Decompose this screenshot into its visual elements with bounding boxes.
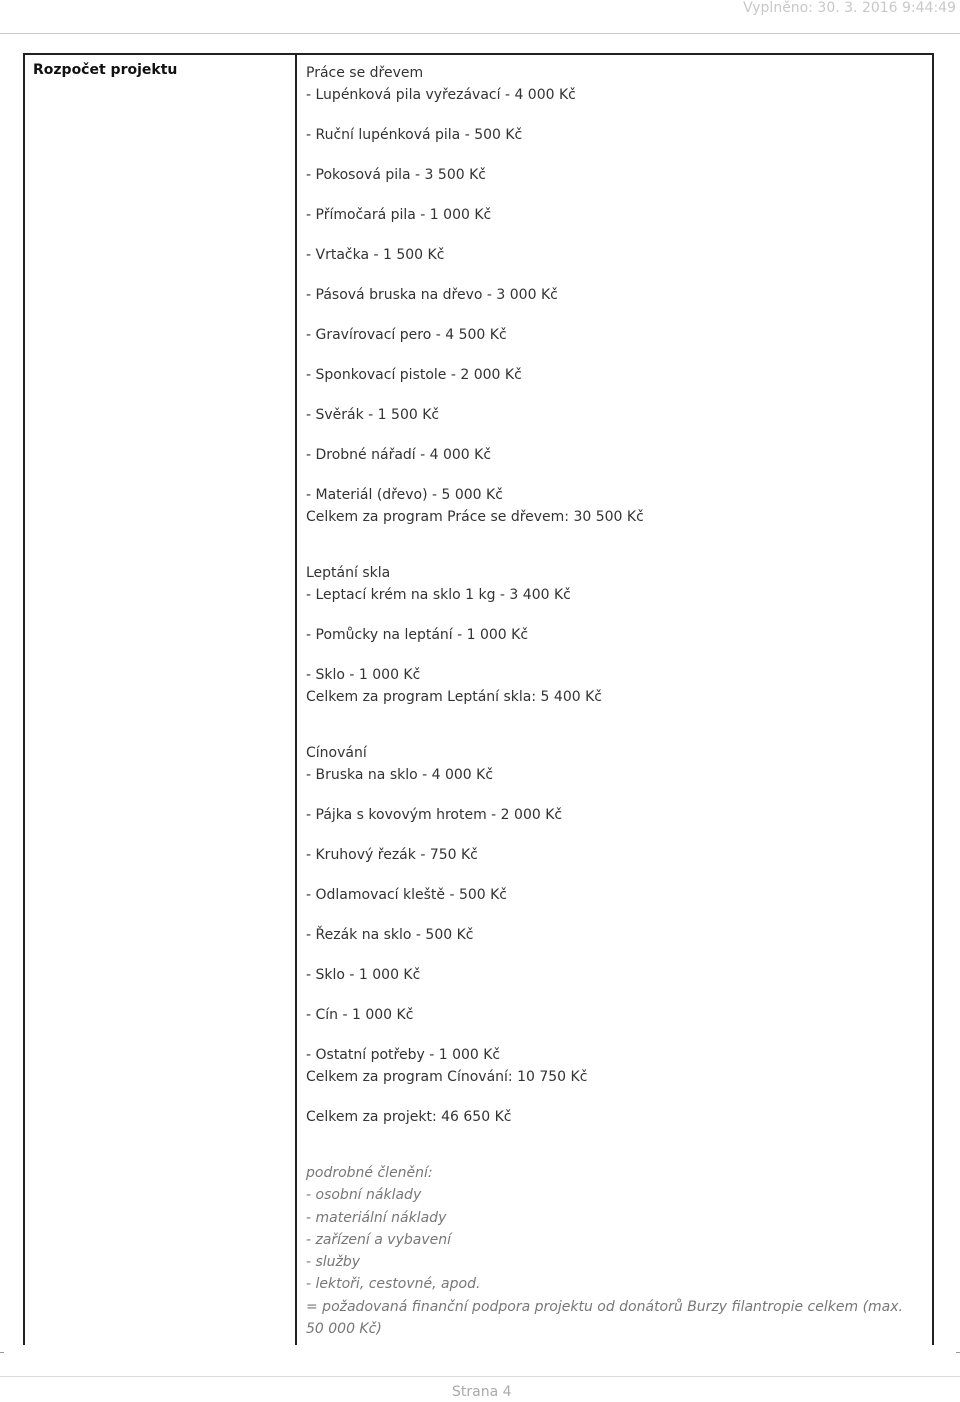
list-item: - Pájka s kovovým hrotem - 2 000 Kč (306, 807, 563, 823)
list-item: - Materiál (dřevo) - 5 000 Kč (306, 487, 503, 503)
table-column-divider (295, 53, 297, 1345)
section-spacer (306, 708, 921, 742)
list-item: - Odlamovací kleště - 500 Kč (306, 887, 507, 903)
hint-line: podrobné členění: (306, 1165, 433, 1181)
breakdown-hint (306, 1162, 921, 1340)
hint-line: - osobní náklady (306, 1187, 422, 1204)
section-wood (306, 62, 921, 528)
project-grand-total: Celkem za projekt: 46 650 Kč (306, 1109, 512, 1125)
hint-line: - služby (306, 1254, 361, 1271)
section-total: Celkem za program Leptání skla: 5 400 Kč (306, 689, 602, 705)
section-spacer (306, 1088, 921, 1106)
list-item: - Pomůcky na leptání - 1 000 Kč (306, 627, 529, 643)
hint-line: - materiální náklady (306, 1209, 447, 1226)
page-edge-mark (0, 1352, 4, 1353)
list-item: - Ostatní potřeby - 1 000 Kč (306, 1047, 501, 1063)
list-item: - Leptací krém na sklo 1 kg - 3 400 Kč (306, 587, 571, 603)
list-item: - Pásová bruska na dřevo - 3 000 Kč (306, 287, 558, 303)
list-item: - Vrtačka - 1 500 Kč (306, 247, 445, 263)
list-item: - Kruhový řezák - 750 Kč (306, 847, 478, 863)
section-glass-etching (306, 562, 921, 708)
list-item: - Bruska na sklo - 4 000 Kč (306, 767, 494, 783)
section-total: Celkem za program Cínování: 10 750 Kč (306, 1069, 588, 1085)
table-right-border (932, 53, 934, 1345)
hint-line: - lektoři, cestovné, apod. (306, 1276, 481, 1293)
list-item: - Pokosová pila - 3 500 Kč (306, 167, 486, 183)
footer-divider (0, 1376, 960, 1377)
list-item: - Sklo - 1 000 Kč (306, 667, 421, 683)
section-total: Celkem za program Práce se dřevem: 30 500 Kč (306, 509, 644, 525)
table-top-border (23, 53, 934, 55)
section-spacer (306, 528, 921, 562)
list-item: - Sklo - 1 000 Kč (306, 967, 421, 983)
section-title: Cínování (306, 745, 367, 761)
list-item: - Svěrák - 1 500 Kč (306, 407, 440, 423)
page-edge-mark (956, 1352, 960, 1353)
section-title: Leptání skla (306, 565, 391, 581)
hint-line: = požadovaná finanční podpora projektu od donátorů Burzy filantropie celkem (max. 50 000 Kč) (306, 1298, 903, 1338)
page-number: Strana 4 (452, 1384, 512, 1400)
list-item: - Cín - 1 000 Kč (306, 1007, 414, 1023)
list-item: - Drobné nářadí - 4 000 Kč (306, 447, 492, 463)
section-tinning (306, 742, 921, 1088)
budget-content (306, 62, 921, 1340)
budget-row-label: Rozpočet projektu (33, 62, 178, 78)
hint-line: - zařízení a vybavení (306, 1231, 451, 1248)
table-left-border (23, 53, 25, 1345)
list-item: - Lupénková pila vyřezávací - 4 000 Kč (306, 87, 576, 103)
list-item: - Sponkovací pistole - 2 000 Kč (306, 367, 522, 383)
list-item: - Gravírovací pero - 4 500 Kč (306, 327, 507, 343)
list-item: - Ruční lupénková pila - 500 Kč (306, 127, 523, 143)
header-divider (0, 33, 960, 34)
list-item: - Řezák na sklo - 500 Kč (306, 927, 474, 943)
section-title: Práce se dřevem (306, 65, 424, 81)
list-item: - Přímočará pila - 1 000 Kč (306, 207, 492, 223)
filled-timestamp: Vyplněno: 30. 3. 2016 9:44:49 (743, 0, 956, 16)
